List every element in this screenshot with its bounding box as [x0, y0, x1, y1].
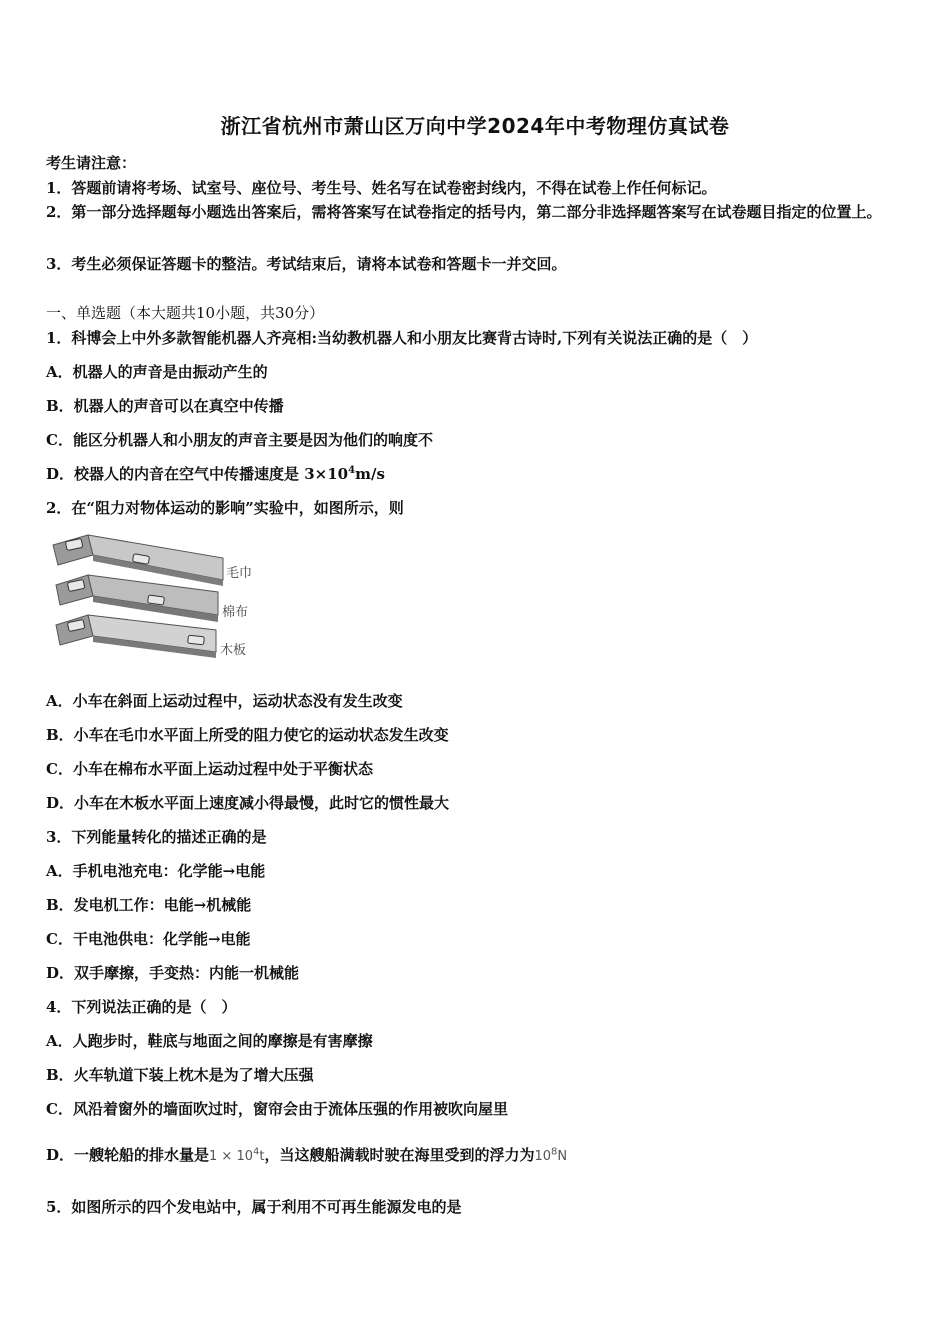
q4-displacement-formula: $1 \times 10^4t$: [209, 1146, 265, 1164]
q1-option-a: A．机器人的声音是由振动产生的: [46, 363, 268, 381]
q1-option-d: [46, 463, 385, 484]
q2-option-a: A．小车在斜面上运动过程中，运动状态没有发生改变: [46, 692, 403, 710]
page-title: 浙江省杭州市萧山区万向中学2024年中考物理仿真试卷: [220, 114, 730, 138]
q3-option-a: A．手机电池充电：化学能→电能: [46, 862, 266, 880]
q2-option-c: C．小车在棉布水平面上运动过程中处于平衡状态: [46, 760, 373, 778]
q4-option-d: [46, 1144, 567, 1165]
label-cotton: 棉布: [222, 605, 249, 620]
label-wood: 木板: [220, 643, 247, 658]
section-heading: 一、单选题（本大题共10小题，共30分）: [46, 304, 325, 322]
notice-item-3: 3．考生必须保证答题卡的整洁。考试结束后，请将本试卷和答题卡一并交回。: [46, 255, 567, 273]
q1-option-c: C．能区分机器人和小朋友的声音主要是因为他们的响度不: [46, 431, 433, 449]
q5-stem: 5．如图所示的四个发电站中，属于利用不可再生能源发电的是: [46, 1198, 462, 1216]
q4-stem: 4．下列说法正确的是（ ）: [46, 998, 237, 1016]
q2-stem: 2．在“阻力对物体运动的影响”实验中，如图所示，则: [46, 499, 404, 517]
notice-item-2: 2．第一部分选择题每小题选出答案后，需将答案写在试卷指定的括号内，第二部分非选择题答案写在试卷题目指定的位置上。: [46, 203, 882, 221]
ramp-wood: [56, 615, 216, 658]
incline-experiment-figure: [48, 530, 268, 665]
q1-option-d-exponent: 4: [348, 465, 356, 476]
q3-option-c: C．干电池供电：化学能→电能: [46, 930, 251, 948]
q4-option-a: A．人跑步时，鞋底与地面之间的摩擦是有害摩擦: [46, 1032, 373, 1050]
notice-heading: 考生请注意：: [46, 154, 137, 172]
q1-option-b: B．机器人的声音可以在真空中传播: [46, 397, 284, 415]
q4-option-d-middle: ，当这艘船满载时驶在海里受到的浮力为: [264, 1146, 535, 1164]
q1-option-d-text: D．校器人的内音在空气中传播速度是 3×10: [46, 465, 349, 483]
q1-option-d-unit: m/s: [355, 465, 385, 483]
q4-option-d-text: D．一艘轮船的排水量是: [46, 1146, 210, 1164]
q3-stem: 3．下列能量转化的描述正确的是: [46, 828, 267, 846]
q4-buoyancy-formula: $10^8N$: [534, 1146, 568, 1164]
ramp-cotton: [56, 575, 218, 622]
q3-option-b: B．发电机工作：电能→机械能: [46, 896, 252, 914]
q4-option-c: C．风沿着窗外的墙面吹过时，窗帘会由于流体压强的作用被吹向屋里: [46, 1100, 508, 1118]
label-towel: 毛巾: [226, 566, 253, 581]
q2-option-b: B．小车在毛巾水平面上所受的阻力使它的运动状态发生改变: [46, 726, 449, 744]
q4-option-b: B．火车轨道下装上枕木是为了增大压强: [46, 1066, 314, 1084]
q2-option-d: D．小车在木板水平面上速度减小得最慢，此时它的惯性最大: [46, 794, 450, 812]
q3-option-d: D．双手摩擦，手变热：内能一机械能: [46, 964, 300, 982]
q1-stem: 1．科博会上中外多款智能机器人齐亮相:当幼教机器人和小朋友比赛背古诗时,下列有关说法正确的是（ ）: [46, 329, 758, 347]
notice-item-1: 1．答题前请将考场、试室号、座位号、考生号、姓名写在试卷密封线内，不得在试卷上作任何标记。: [46, 179, 717, 197]
